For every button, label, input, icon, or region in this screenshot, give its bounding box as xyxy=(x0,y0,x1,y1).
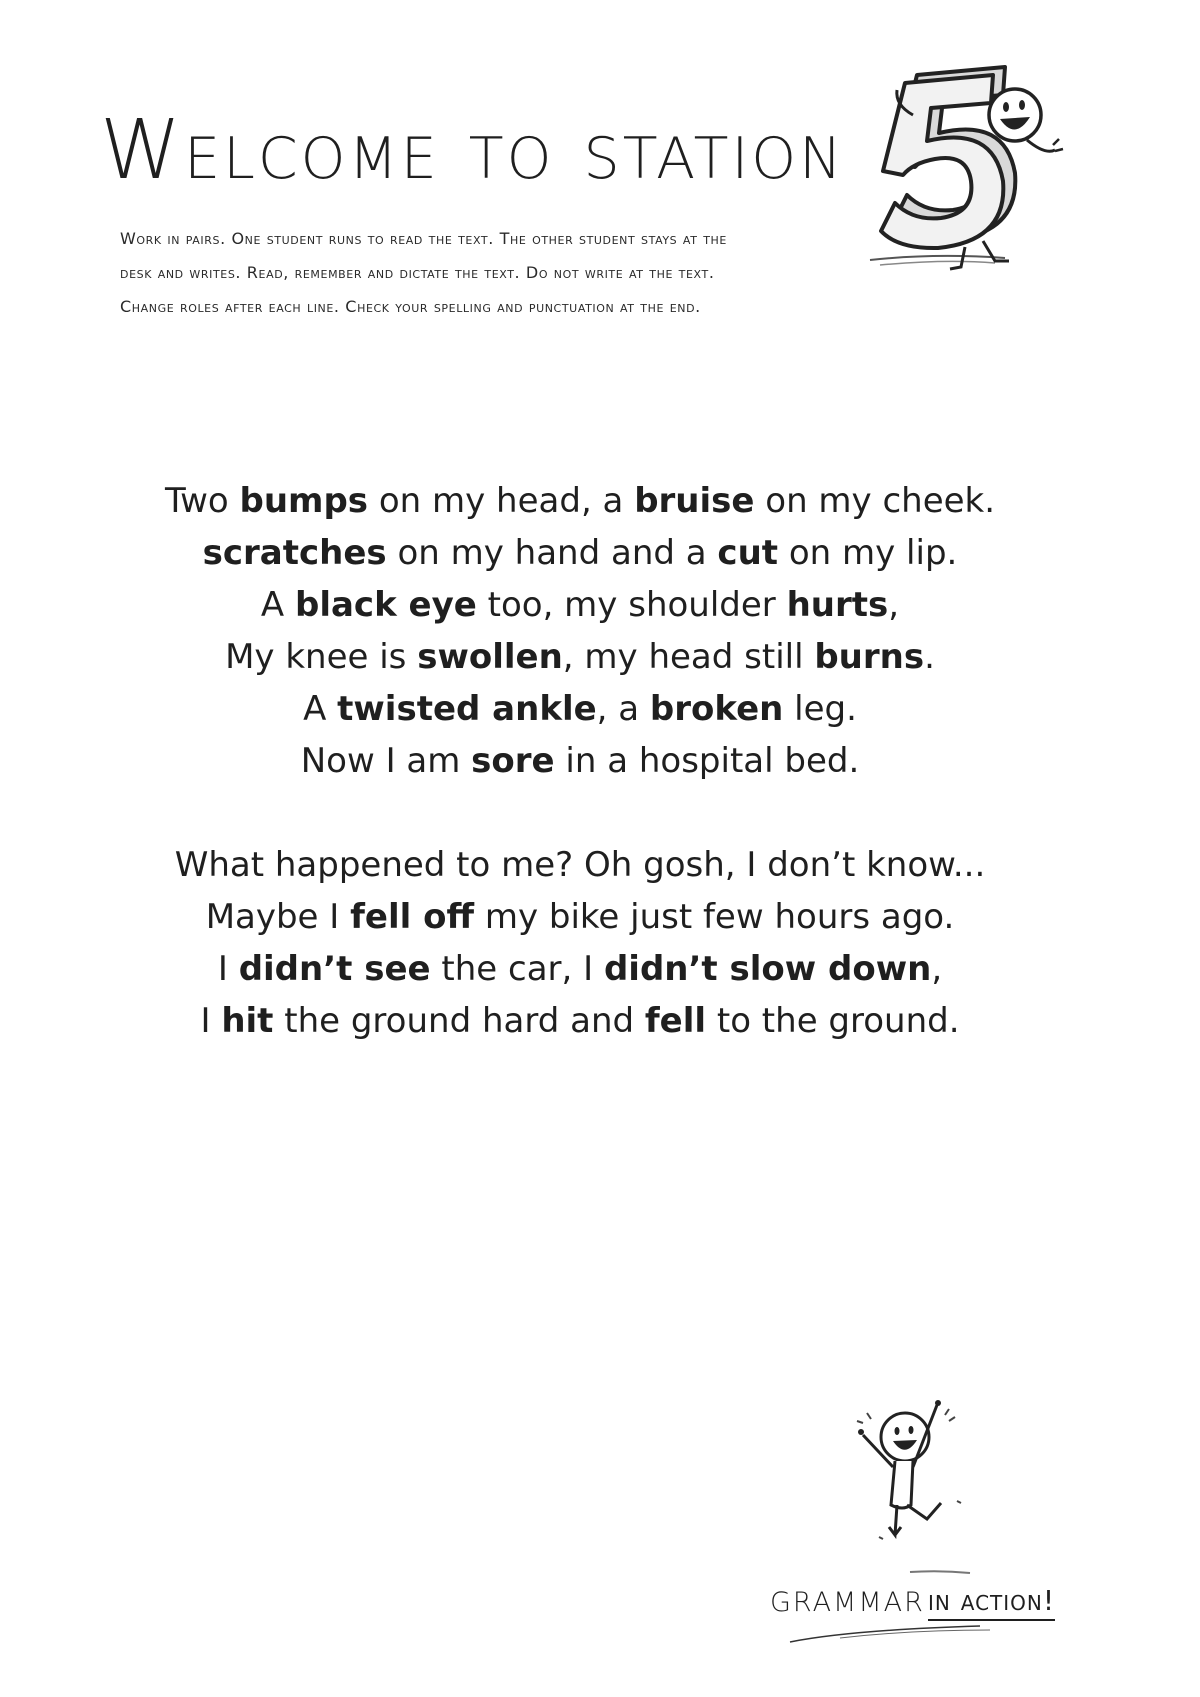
vocabulary-word: scratches xyxy=(202,533,387,573)
vocabulary-word: hit xyxy=(221,1001,274,1041)
line-text: on my hand and a xyxy=(386,533,718,573)
vocabulary-word: twisted ankle xyxy=(337,689,597,729)
vocabulary-word: didn’t slow down xyxy=(603,949,932,989)
vocabulary-word: black eye xyxy=(295,585,477,625)
poem-line xyxy=(80,839,1080,891)
poem-line xyxy=(80,943,1080,995)
line-text: the ground hard and xyxy=(273,1001,645,1041)
poem-line xyxy=(80,475,1080,527)
poem-line xyxy=(80,891,1080,943)
line-text: My knee is xyxy=(225,637,418,677)
brand-tagline: in action! xyxy=(928,1584,1055,1621)
brand-word: grammar xyxy=(770,1576,925,1620)
jumping-stick-figure-icon xyxy=(845,1395,985,1555)
station-number: 5 xyxy=(947,192,955,208)
brand-swoosh-icon xyxy=(770,1570,1090,1650)
vocabulary-word: broken xyxy=(649,689,784,729)
instruction-line: Work in pairs. One student runs to read the text. The other student stays at the xyxy=(120,229,727,248)
line-text: too, my shoulder xyxy=(476,585,787,625)
instruction-line: desk and writes. Read, remember and dictate the text. Do not write at the text. xyxy=(120,263,715,282)
line-text: the car, I xyxy=(430,949,604,989)
vocabulary-word: hurts xyxy=(786,585,889,625)
line-text: A xyxy=(303,689,338,729)
instruction-line: Change roles after each line. Check your spelling and punctuation at the end. xyxy=(120,297,701,316)
line-text: I xyxy=(200,1001,222,1041)
poem-line xyxy=(80,631,1080,683)
line-text: , xyxy=(931,949,943,989)
vocabulary-word: fell off xyxy=(350,897,475,937)
line-text: in a hospital bed. xyxy=(554,741,860,781)
line-text: . xyxy=(924,637,935,677)
vocabulary-word: bruise xyxy=(634,481,755,521)
line-text: A xyxy=(260,585,295,625)
poem-line xyxy=(80,735,1080,787)
line-text: , a xyxy=(596,689,650,729)
poem-line xyxy=(80,579,1080,631)
line-text: , xyxy=(888,585,900,625)
line-text: What happened to me? Oh gosh, I don’t know... xyxy=(174,845,986,885)
poem-line xyxy=(80,683,1080,735)
instructions xyxy=(120,222,860,324)
line-text: to the ground. xyxy=(706,1001,960,1041)
line-text: Now I am xyxy=(300,741,472,781)
brand-logo xyxy=(770,1570,1090,1650)
vocabulary-word: swollen xyxy=(417,637,563,677)
line-text: Two xyxy=(164,481,240,521)
poem-stanza xyxy=(80,475,1080,787)
line-text: Maybe I xyxy=(205,897,351,937)
line-text: on my lip. xyxy=(778,533,958,573)
line-text: , my head still xyxy=(562,637,815,677)
vocabulary-word: bumps xyxy=(239,481,369,521)
line-text: my bike just few hours ago. xyxy=(474,897,955,937)
poem-stanza xyxy=(80,839,1080,1047)
page-title: Welcome to station xyxy=(100,103,845,198)
vocabulary-word: didn’t see xyxy=(238,949,431,989)
vocabulary-word: cut xyxy=(717,533,779,573)
poem xyxy=(80,475,1080,1099)
line-text: I xyxy=(217,949,239,989)
poem-line xyxy=(80,995,1080,1047)
poem-line xyxy=(80,527,1080,579)
line-text: leg. xyxy=(783,689,857,729)
line-text: on my head, a xyxy=(368,481,635,521)
vocabulary-word: fell xyxy=(644,1001,707,1041)
line-text: on my cheek. xyxy=(754,481,996,521)
vocabulary-word: burns xyxy=(814,637,925,677)
number-five-mascot-icon xyxy=(855,55,1065,295)
vocabulary-word: sore xyxy=(471,741,555,781)
